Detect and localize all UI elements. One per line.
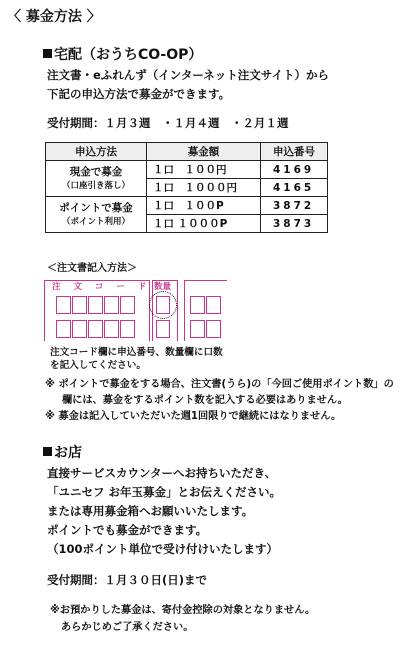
table-row [46,161,328,179]
store-line: または専用募金箱へお願いいたします。 [47,504,254,518]
highlight-circle [149,291,177,319]
amount-cell: １口 １０００P [147,215,261,233]
note-1a: ※ ポイントで募金をする場合、注文書(うら)の「今回ご使用ポイント数」の [45,379,394,390]
code-label: 注 文 コ ー ド [52,282,152,292]
header-code: 申込番号 [261,143,328,161]
code-box [72,320,87,338]
code-box [206,320,221,338]
form-title: ＜注文書記入方法＞ [47,263,137,274]
page-title: 〈 募金方法 〉 [7,9,101,25]
code-box [72,296,87,314]
takuhai-line-1: 注文書・eふれんず（インターネット注文サイト）から [47,68,329,82]
code-cell: 3873 [261,215,328,233]
code-box [120,296,135,314]
store-period: 受付期間：１月３０日(日)まで [47,573,208,587]
code-box [120,320,135,338]
square-bullet-icon [43,49,52,58]
code-box [88,296,103,314]
method-points: ポイントで募金 （ポイント利用） [46,197,147,233]
code-cell: 4169 [261,161,328,179]
footer-line-2: あらかじめご了承ください。 [61,622,194,633]
application-table [45,142,328,233]
table-header-row [46,143,328,161]
form-caption-1: 注文コード欄に申込番号、数量欄に口数 [50,347,223,358]
amount-cell: １口 １００円 [147,161,261,179]
order-form-illustration [44,276,227,341]
takuhai-period: 受付期間：１月３週 ・１月４週 ・２月１週 [47,116,289,130]
code-box [88,320,103,338]
footer-line-1: ※お預かりした募金は、寄付金控除の対象となりません。 [50,605,316,616]
store-line: 直接サービスカウンターへお持ちいただき、 [47,466,277,480]
code-cell: 4165 [261,179,328,197]
method-cash: 現金で募金 （口座引き落し） [46,161,147,197]
code-box [56,296,71,314]
code-box [206,296,221,314]
store-line: ポイントでも募金ができます。 [47,523,208,537]
store-line: 「ユニセフ お年玉募金」とお伝えください。 [47,485,282,499]
note-2: ※ 募金は記入していただいた週1回限りで継続にはなりません。 [45,411,342,422]
section-heading-store: お店 [43,442,82,462]
form-caption-2: を記入してください。 [50,360,146,371]
code-box [104,296,119,314]
takuhai-line-2: 下記の申込方法で募金ができます。 [47,87,231,101]
section-heading-takuhai: 宅配（おうちCO-OP） [43,44,202,64]
qty-label: 数量 [154,282,172,292]
code-cell: 3872 [261,197,328,215]
square-bullet-icon [43,447,52,456]
code-box [190,296,205,314]
code-box [104,320,119,338]
amount-cell: １口 １００P [147,197,261,215]
qty-box [156,320,170,338]
amount-cell: １口 １０００円 [147,179,261,197]
code-box [190,320,205,338]
table-row [46,197,328,215]
header-amount: 募金額 [147,143,261,161]
store-line: （100ポイント単位で受け付けいたします） [47,542,279,556]
header-method: 申込方法 [46,143,147,161]
code-box [56,320,71,338]
note-1b: 欄には、募金をするポイント数を記入する必要はありません。 [62,395,348,406]
